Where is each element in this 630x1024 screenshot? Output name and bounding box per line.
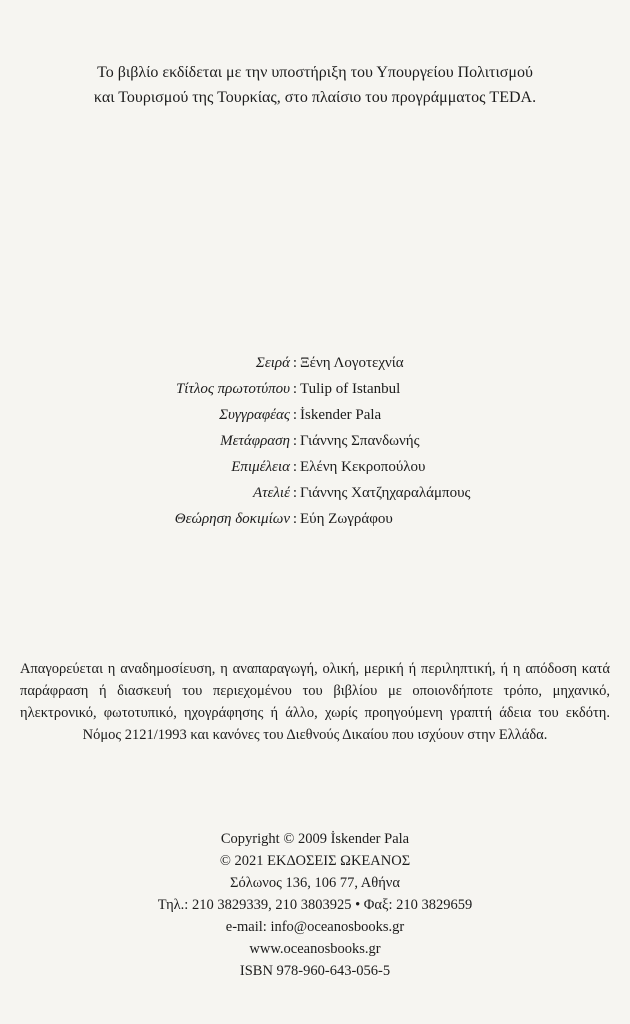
credit-label: Επιμέλεια	[231, 459, 290, 475]
support-notice-line-1: Το βιβλίο εκδίδεται με την υποστήριξη του Υπουργείου Πολιτισμού	[97, 64, 533, 81]
credit-row-studio	[0, 480, 630, 506]
support-notice-line-2: και Τουρισμού της Τουρκίας, στο πλαίσιο του προγράμματος TEDA.	[93, 89, 537, 106]
publisher-info	[0, 828, 630, 982]
credit-value: Εύη Ζωγράφου	[300, 511, 393, 527]
credit-label: Μετάφραση	[220, 433, 290, 449]
credit-separator: :	[292, 355, 298, 371]
publisher-website: www.oceanosbooks.gr	[249, 941, 381, 957]
credit-label: Θεώρηση δοκιμίων	[174, 511, 290, 527]
publisher-phone: Τηλ.: 210 3829339, 210 3803925 • Φαξ: 210 3829659	[157, 897, 473, 913]
credit-label: Σειρά	[255, 355, 290, 371]
credit-row-proofreading	[0, 506, 630, 532]
credit-row-original-title	[0, 376, 630, 402]
credit-separator: :	[292, 485, 298, 501]
credit-label: Ατελιέ	[252, 485, 290, 501]
credit-value: Γιάννης Σπανδωνής	[300, 433, 420, 449]
credit-row-author	[0, 402, 630, 428]
credit-label: Τίτλος πρωτοτύπου	[175, 381, 290, 397]
credit-label: Συγγραφέας	[219, 407, 290, 423]
isbn: ISBN 978-960-643-056-5	[239, 963, 391, 979]
credit-separator: :	[292, 407, 298, 423]
copyright-publisher: © 2021 ΕΚΔΟΣΕΙΣ ΩΚΕΑΝΟΣ	[219, 853, 411, 869]
credit-separator: :	[292, 381, 298, 397]
credit-separator: :	[292, 459, 298, 475]
legal-notice: Απαγορεύεται η αναδημοσίευση, η αναπαραγωγή, ολική, μερική ή περιληπτική, ή η απόδοση κατά παράφραση ή διασκευή του περιεχομένου του βιβλίου με οποιονδήποτε τρόπο, μηχανικό, ηλεκτρονικό, φωτοτυπικό, ηχογράφησης ή άλλο, χωρίς προηγούμενη γραπτή άδεια του εκδότη. Νόμος 2121/1993 και κανόνες του Διεθνούς Δικαίου που ισχύουν στην Ελλάδα.	[20, 661, 610, 743]
credits-list	[0, 350, 630, 532]
credit-value: İskender Pala	[300, 407, 382, 423]
credit-separator: :	[292, 433, 298, 449]
credit-row-series	[0, 350, 630, 376]
credit-value: Γιάννης Χατζηχαραλάμπους	[300, 485, 471, 501]
credit-separator: :	[292, 511, 298, 527]
publisher-address: Σόλωνος 136, 106 77, Αθήνα	[230, 875, 400, 891]
support-notice	[20, 60, 610, 110]
credit-value: Ξένη Λογοτεχνία	[300, 355, 404, 371]
credit-row-editing	[0, 454, 630, 480]
credit-value: Tulip of Istanbul	[300, 381, 401, 397]
publisher-email: e-mail: info@oceanosbooks.gr	[225, 919, 405, 935]
copyright-author: Copyright © 2009 İskender Pala	[220, 831, 410, 847]
credit-value: Ελένη Κεκροπούλου	[300, 459, 426, 475]
credit-row-translation	[0, 428, 630, 454]
